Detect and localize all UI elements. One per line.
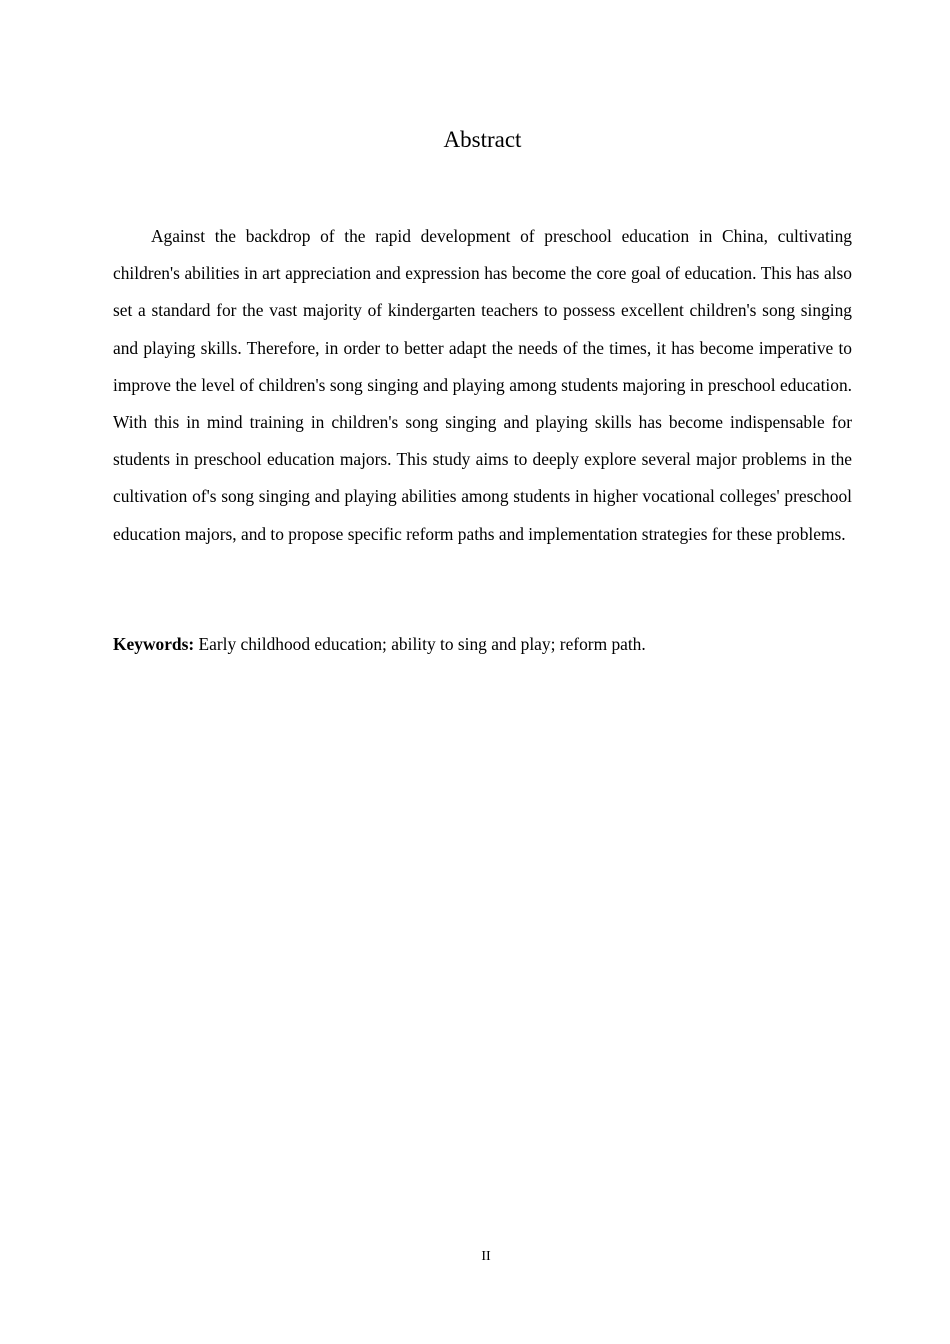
abstract-title: Abstract bbox=[443, 127, 522, 152]
page-number: II bbox=[481, 1249, 491, 1264]
keywords-line bbox=[113, 628, 852, 660]
abstract-body: Against the backdrop of the rapid development of preschool education in China, cultivating children's abilities in art appreciation and expression has become the core goal of education. This has also set a standard for the vast majority of kindergarten teachers to possess excellent children's song singing and playing skills. Therefore, in order to better adapt the needs of the times, it has become imperative to improve the level of children's song singing and playing among students majoring in preschool education. With this in mind training in children's song singing and playing skills has become indispensable for students in preschool education majors. This study aims to deeply explore several major problems in the cultivation of's song singing and playing abilities among students in higher vocational colleges' preschool education majors, and to propose specific reform paths and implementation strategies for these problems. bbox=[113, 226, 852, 544]
keywords-label: Keywords: bbox=[113, 634, 195, 654]
keywords-value: Early childhood education; ability to sing and play; reform path. bbox=[198, 634, 646, 654]
